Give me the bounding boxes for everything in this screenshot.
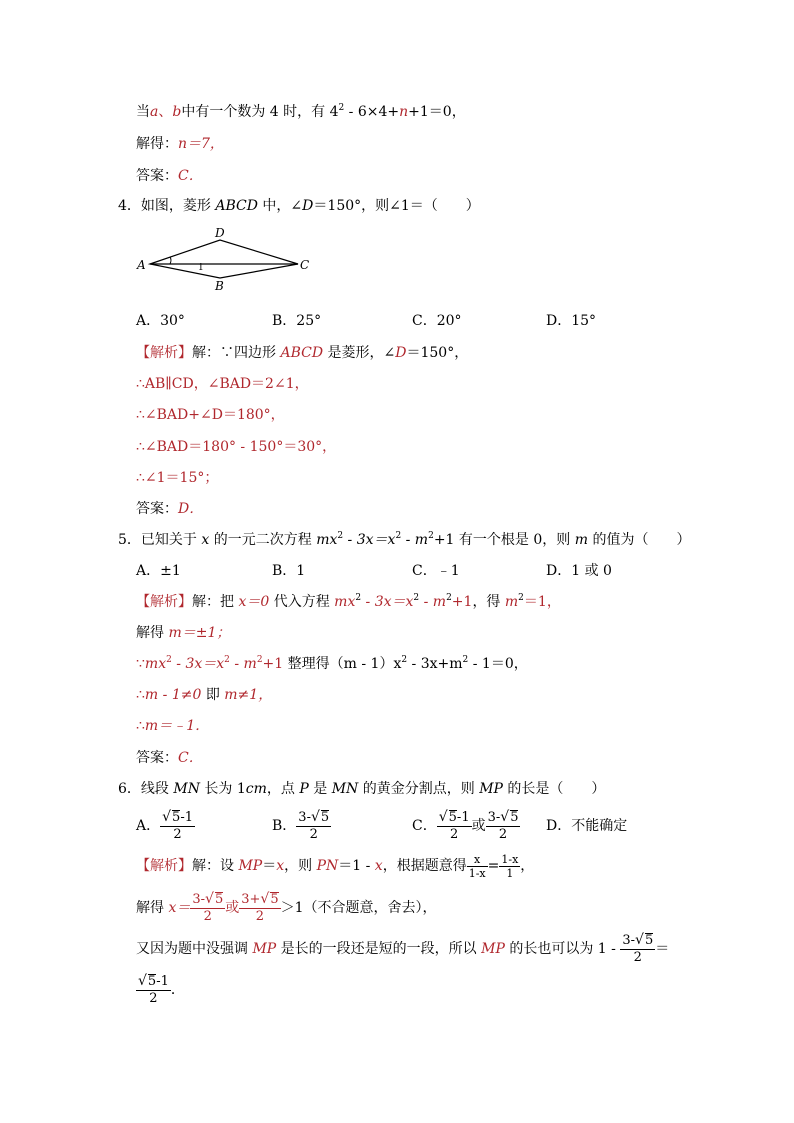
q4-step-3: ∴∠BAD＝180° - 150°＝30°， [136,439,337,455]
value: n＝7， [178,136,224,152]
q5-jiexi [136,592,561,612]
exponent: 2 [338,103,345,113]
q5-option-a[interactable]: A．±1 [136,563,181,579]
text: 解得： [136,136,178,152]
text: 5 [320,810,330,825]
exponent: 2 [166,655,172,665]
text: 解得 [136,625,169,641]
text: +1 [451,594,473,610]
text: mx [316,532,338,548]
text: x＝0 [238,594,270,610]
text: 的一元二次方程 [209,532,317,548]
text: - 3x＝x [343,532,396,548]
q5-option-c[interactable]: C．﹣1 [412,563,460,579]
q6-stem [118,779,605,799]
text: x [374,858,383,874]
text: ，得 [472,594,505,610]
text: m [574,532,588,548]
text: 5 [270,892,279,907]
text: ∵ [136,656,145,672]
q4-option-b[interactable]: B．25° [272,313,322,329]
fraction: $\frac{3-√5}{2}$ [192,891,224,924]
fraction [499,853,520,880]
q5-answer [136,748,203,768]
text: mx [144,656,167,672]
text: 解得 [136,900,169,916]
top-line-1 [136,102,466,122]
text: m≠1， [224,687,273,703]
q4-answer [136,499,203,519]
text: 答案： [136,501,178,517]
text: 2 [255,909,265,924]
text: 1 [506,866,514,880]
q6-option-d[interactable] [546,806,627,846]
text: 当 [136,104,150,120]
text: 中有一个数为 4 时，有 4 [181,104,339,120]
text: 如图，菱形 [140,198,216,214]
q4-step-4: ∴∠1＝15°； [136,470,219,486]
question-number: 6． [118,781,141,797]
text: 是菱形，∠ [323,345,396,361]
jiexi-tag: 【解析】 [136,594,192,610]
top-line-2 [136,134,224,154]
fraction: $\frac{√5-1}{2}$ [162,809,193,842]
answer: C． [178,750,203,766]
exponent: 2 [337,531,344,541]
text: -1 [456,810,470,825]
text: 有一个根是 0，则 [454,532,575,548]
text: PN [316,858,339,874]
text: 已知关于 [140,532,202,548]
text: 5 [644,933,654,948]
text: 中，∠ [257,198,303,214]
text: 5 [147,974,157,989]
answer: C． [178,168,203,184]
text: 5 [214,892,224,907]
text: x [276,858,285,874]
text: 5 [172,810,181,825]
text: 长为 1 [199,781,246,797]
text: 解：∵四边形 [192,345,281,361]
q5-step-2 [136,685,272,705]
q6-last-line-2 [136,970,185,1010]
text: 2 [450,827,459,842]
q6-option-a[interactable] [136,806,195,846]
text: MP [479,781,503,797]
fraction: $\frac{√5-1}{2}$ [138,973,169,1006]
label-a: A [137,258,146,272]
text: 整理得（m - 1）x [283,656,402,672]
text: MP [252,941,277,957]
text: MN [331,781,359,797]
jiexi-tag: 【解析】 [136,858,192,874]
exponent: 2 [428,531,434,541]
text: - m [229,656,257,672]
text: 的长是（ ） [502,781,606,797]
text: ． [170,982,185,998]
text: MN [173,781,200,797]
text: x＝ [168,900,191,916]
text: D．不能确定 [546,818,628,834]
text: 或 [225,900,240,916]
option-label: C． [412,818,437,834]
option-label: A． [136,818,161,834]
text: P [299,781,309,797]
text: mx [334,594,356,610]
label-c: C [300,258,310,272]
exponent: 2 [355,593,362,603]
text: - 6×4+ [344,104,400,120]
exponent: 2 [224,655,230,665]
label-b: B [215,279,224,293]
text: 的值为（ ） [588,532,691,548]
fraction [467,853,488,880]
fraction: $\frac{√5-1}{2}$ [438,809,470,842]
jiexi-tag: 【解析】 [136,345,192,361]
text: 线段 [140,781,174,797]
text: 的长也可以为 1 - [504,941,621,957]
option-label: B． [272,818,297,834]
text: - 3x＝x [361,594,414,610]
q6-last-line [136,929,669,969]
q5-option-d[interactable]: D．1 或 0 [546,563,612,579]
text: ABCD [280,345,324,361]
fraction: $\frac{3+√5}{2}$ [241,891,279,924]
q5-step-3 [136,716,209,736]
text: ，则 [284,858,317,874]
text: +1 [262,656,284,672]
text: x [467,853,488,867]
text: 2 [633,950,642,965]
var-a: a [150,104,159,120]
text: ＝150°， [406,345,469,361]
q5-stem [118,530,690,550]
text: MP [481,941,505,957]
text: 或 [471,818,486,834]
top-line-3 [136,166,203,186]
text: 即 [201,687,225,703]
text: - m [419,594,447,610]
text: ∴ [136,687,145,703]
text: D [395,345,407,361]
q4-stem [118,196,480,216]
text: 3- [487,810,501,825]
q4-option-a[interactable]: A．30° [136,313,185,329]
fraction: $\frac{3-√5}{2}$ [487,809,519,842]
text: 3+ [241,892,261,907]
text: MP [238,858,263,874]
q4-option-d[interactable]: D．15° [546,313,597,329]
text: m [504,594,519,610]
text: 解：设 [192,858,239,874]
text: cm [245,781,267,797]
text: 2 [498,827,508,842]
text: m＝﹣1． [144,718,210,734]
text: 5 [510,810,519,825]
text: 2 [203,909,212,924]
text: 又因为题中没强调 [136,941,253,957]
label-d: D [215,226,225,240]
question-number: 5． [118,532,141,548]
text: ＝ [655,941,670,957]
rhombus-outline [150,240,298,278]
text: 是长的一段还是短的一段，所以 [276,941,482,957]
text: 2 [173,827,182,842]
q5-step-1 [136,654,528,674]
text: - m [401,532,429,548]
text: 1-x [501,852,519,866]
q4-option-c[interactable]: C．20° [412,313,462,329]
q4-step-2: ∴∠BAD+∠D＝180°， [136,407,285,423]
text: 答案： [136,750,178,766]
text: ＝ [262,858,277,874]
q4-jiexi [136,343,468,363]
q6-option-c[interactable] [412,806,520,846]
text: ＝150°，则∠1＝（ ） [313,198,480,214]
exponent: 2 [518,593,524,603]
fraction: $\frac{3-√5}{2}$ [298,809,330,842]
q4-step-1: ∴AB∥CD，∠BAD＝2∠1， [136,376,309,392]
exponent: 2 [401,655,408,665]
q6-option-b[interactable] [272,806,331,846]
text: -1 [156,974,169,989]
text: ＞1（不合题意，舍去）， [280,900,437,916]
text: -1 [180,810,193,825]
question-number: 4． [118,198,141,214]
exponent: 2 [462,655,469,665]
text: - 3x＝x [171,656,225,672]
q5-option-b[interactable]: B．1 [272,563,306,579]
text: 、 [158,104,173,120]
text: 解：把 [192,594,239,610]
text: 答案： [136,168,178,184]
text: 是 [308,781,332,797]
text: 3- [192,892,206,907]
var-n: n [399,104,409,120]
text: ＝1 - [338,858,375,874]
text: 代入方程 [269,594,335,610]
text: ， [520,858,535,874]
text: 2 [149,991,158,1006]
text: +1 [433,532,455,548]
q5-solve [136,623,230,643]
answer: D． [178,501,204,517]
text: - 1＝0， [468,656,528,672]
text: ＝1， [523,594,561,610]
q6-solve [136,888,437,928]
text: ，点 [266,781,300,797]
text: = [487,858,500,874]
var-b: b [172,104,182,120]
exponent: 2 [256,655,263,665]
text: m＝±1； [168,625,231,641]
text: +1＝0， [408,104,466,120]
fraction: $\frac{3-√5}{2}$ [622,932,654,965]
q6-jiexi [136,846,534,886]
text: 5 [448,810,457,825]
text: 1-x [468,866,486,880]
text: ABCD [215,198,258,214]
text: ，根据题意得 [382,858,467,874]
exponent: 2 [446,593,452,603]
text: 3- [298,810,311,825]
exponent: 2 [395,531,402,541]
text: 3- [622,933,636,948]
text: D [302,198,314,214]
text: - 3x+m [407,656,463,672]
text: 的黄金分割点，则 [358,781,480,797]
rhombus-figure [130,222,320,294]
label-angle-1: 1 [198,263,204,273]
text: x [201,532,210,548]
text: 2 [309,827,318,842]
text: ∴ [136,718,145,734]
text: m - 1≠0 [144,687,202,703]
angle-arc [170,257,171,264]
exponent: 2 [413,593,420,603]
